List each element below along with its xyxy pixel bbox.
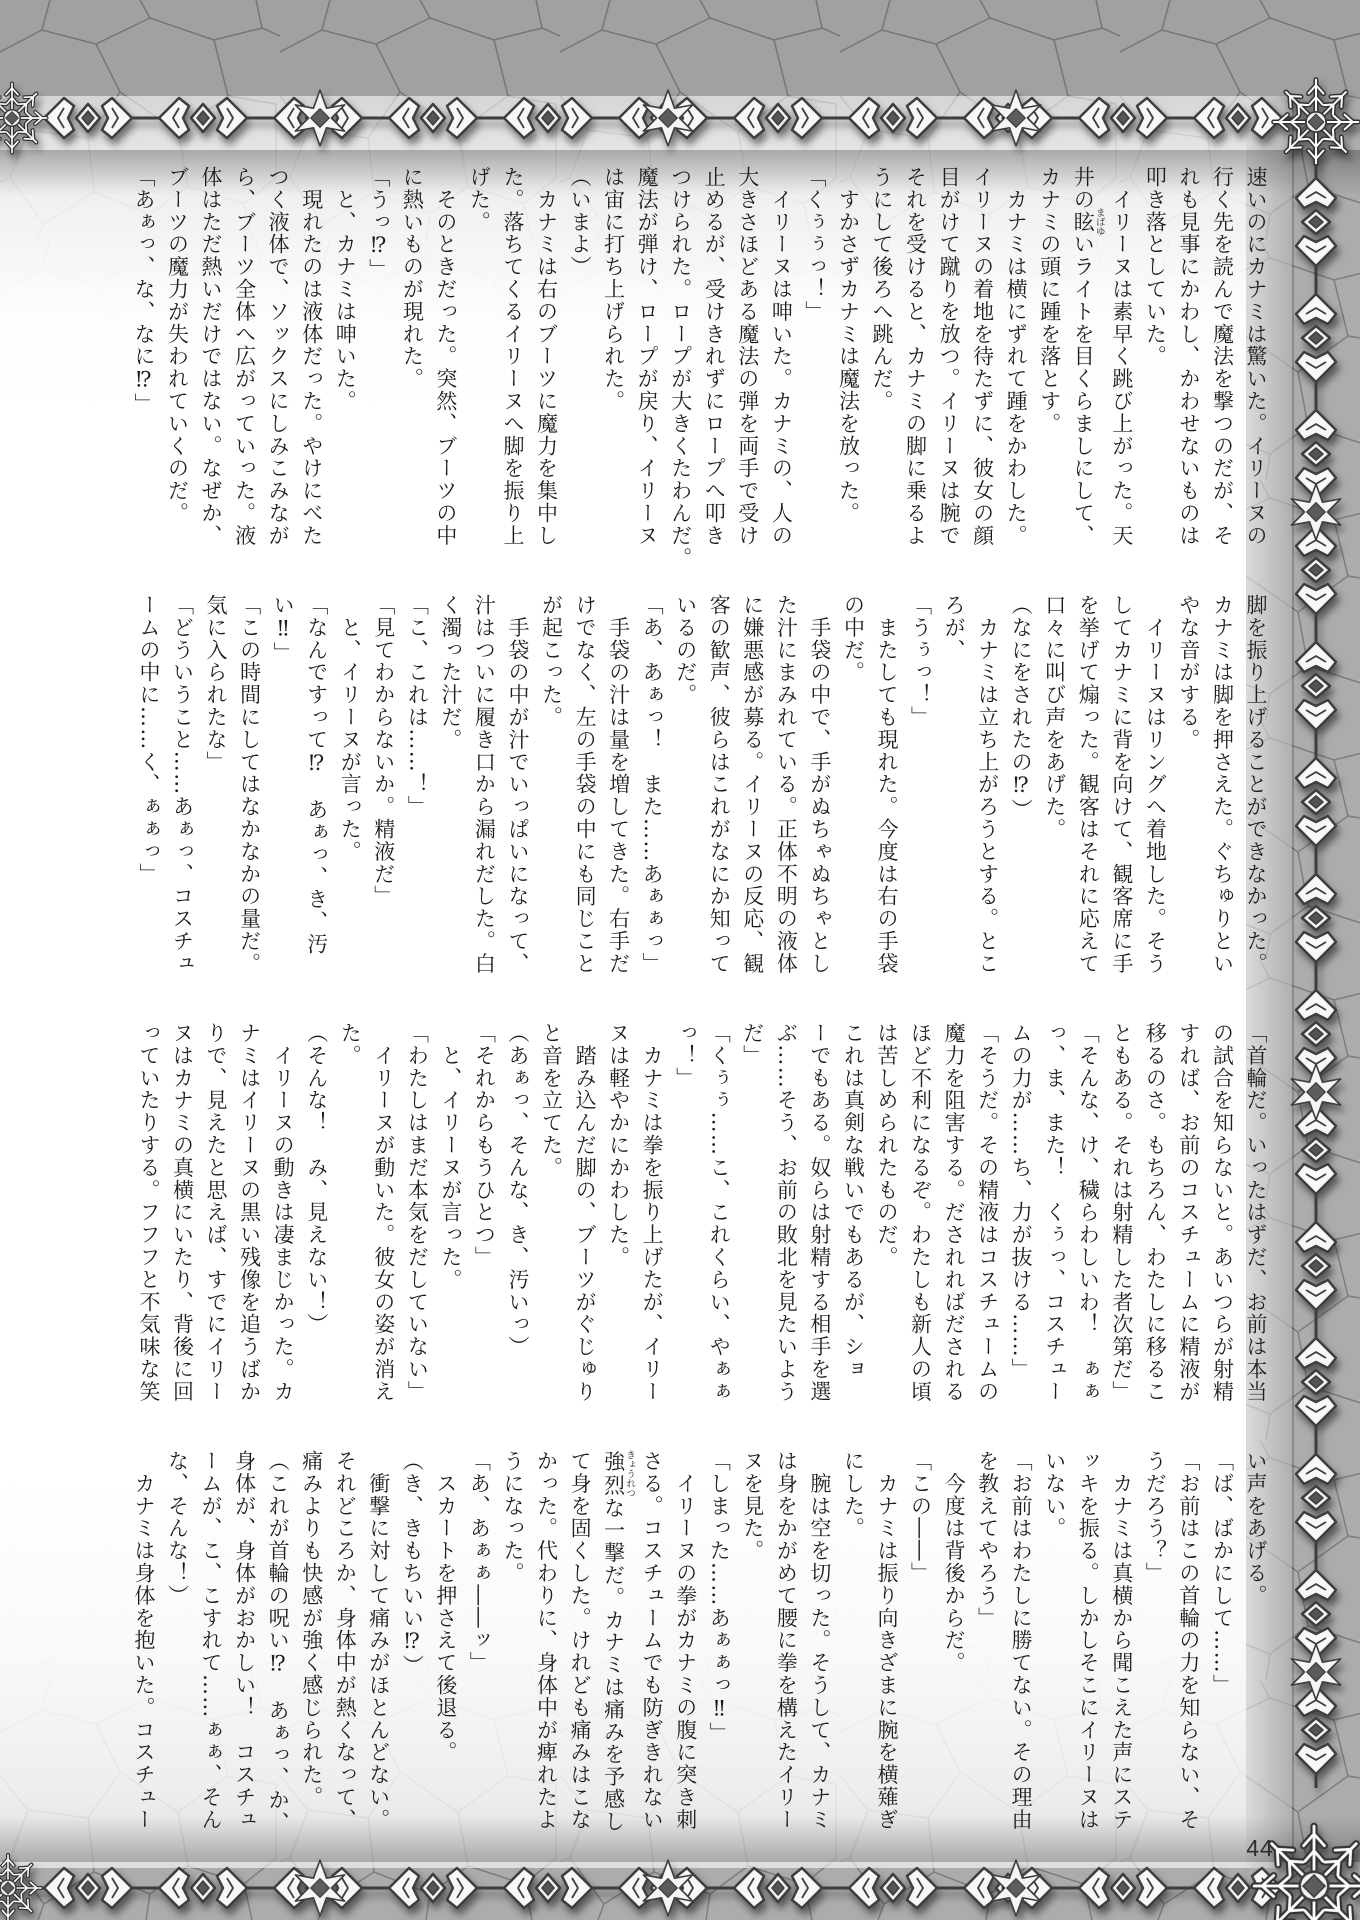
text-column: カナミは右のブーツに魔力を集中し	[534, 166, 559, 547]
text-column: 「見てわからないか。精液だ」	[371, 594, 396, 908]
text-column: 「なんですって⁉ あぁっ、き、汚	[304, 594, 329, 956]
text-column: してカナミに背を向けて、観客席に手	[1109, 594, 1134, 975]
text-column: またしても現れた。今度は右の手袋	[874, 594, 899, 975]
text-column: 止めるが、受けきれずにロープへ叩き	[702, 166, 727, 547]
text-column: 「それからもうひとつ」	[472, 1022, 497, 1269]
text-column: イリーヌは呻いた。カナミの、人の	[769, 166, 794, 547]
text-column: 叩き落としていた。	[1143, 166, 1168, 368]
text-band-1	[130, 166, 1272, 570]
text-column: 「この時間にしてはなかなかの量だ。	[237, 594, 262, 975]
text-column: りで、見えたと思えば、すでにイリー	[204, 1022, 229, 1403]
text-column: イリーヌが動いた。彼女の姿が消え	[371, 1022, 396, 1403]
text-column: やな音がする。	[1176, 594, 1201, 751]
text-column: 「あ、あぁっ！ また……あぁぁっ」	[640, 594, 665, 975]
text-column: ーでもある。奴らは射精する相手を選	[807, 1022, 832, 1403]
text-column: スカートを押さえて後退る。	[433, 1450, 458, 1764]
text-column: た汁にまみれている。正体不明の液体	[774, 594, 799, 975]
text-column: っていたりする。フフフと不気味な笑	[136, 1022, 161, 1403]
text-column: 口々に叫び声をあげた。	[1042, 594, 1067, 841]
text-column: 「こ、これは……！」	[405, 594, 430, 818]
text-column: な、そんな！）	[165, 1450, 190, 1607]
text-column: にした。	[841, 1450, 866, 1540]
text-column: 「うぅっ！」	[908, 594, 933, 729]
text-column: それどころか、身体中が熱くなって、	[333, 1450, 358, 1831]
text-column: 「この――」	[908, 1450, 933, 1585]
text-column: た。落ちてくるイリーヌへ脚を振り上	[500, 166, 525, 547]
text-column: は宙に打ち上げられた。	[601, 166, 626, 413]
text-column: を挙げて煽った。観客はそれに応えて	[1076, 594, 1101, 975]
text-column: 手袋の汁は量を増してきた。右手だ	[606, 594, 631, 975]
text-band-4	[130, 1450, 1272, 1838]
text-column: ほど不利になるぞ。わたしも新人の頃	[908, 1022, 933, 1403]
text-column: （いまよ）	[568, 166, 593, 278]
text-column: 脚を振り上げることができなかった。	[1244, 594, 1268, 975]
text-column: 手袋の中で、手がぬちゃぬちゃとし	[807, 594, 832, 975]
text-column: い声をあげる。	[1244, 1450, 1268, 1607]
text-column: 「そうだ。その精液はコスチュームの	[975, 1022, 1000, 1403]
text-column: 汁はついに履き口から漏れだした。白	[472, 594, 497, 975]
text-column: イリーヌはリングへ着地した。そう	[1143, 594, 1168, 975]
text-column: の試合を知らないと。あいつらが射精	[1210, 1022, 1235, 1403]
text-column: イリーヌの動きは凄まじかった。カ	[271, 1022, 296, 1403]
text-column: く濁った汁だ。	[438, 594, 463, 751]
text-column: と、イリーヌが言った。	[338, 594, 363, 863]
text-column: 「あ、あぁぁ――ッ」	[467, 1450, 492, 1674]
text-column: 痛みよりも快感が強く感じられた。	[299, 1450, 324, 1809]
text-column: けでなく、左の手袋の中にも同じこと	[573, 594, 598, 975]
text-column: の中だ。	[841, 594, 866, 684]
text-column: 強烈きょうれつな一撃だ。カナミは痛みを予感し	[601, 1450, 636, 1833]
text-column: っ、ま、また！ くぅっ、コスチュー	[1042, 1022, 1067, 1403]
text-column: ヌはカナミの真横にいたり、背後に回	[170, 1022, 195, 1403]
text-column: 客の歓声、彼らはこれがなにか知って	[707, 594, 732, 975]
text-column: カナミは身体を抱いた。コスチュー	[131, 1450, 156, 1831]
text-column: カナミは拳を振り上げたが、イリー	[640, 1022, 665, 1403]
text-column: さる。コスチュームでも防ぎきれない	[640, 1450, 665, 1831]
text-column: 今度は背後からだ。	[942, 1450, 967, 1674]
text-column: うになった。	[500, 1450, 525, 1585]
text-column: カナミは真横から聞こえた声にステ	[1109, 1450, 1134, 1831]
text-column: 衝撃に対して痛みがほとんどない。	[366, 1450, 391, 1831]
text-column: 「わたしはまだ本気をだしていない」	[405, 1022, 430, 1403]
text-column: 手袋の中が汁でいっぱいになって、	[505, 594, 530, 975]
text-column: ッキを振る。しかしそこにイリーヌは	[1076, 1450, 1101, 1831]
text-column: ぶ……そう、お前の敗北を見たいよう	[774, 1022, 799, 1403]
text-column: かった。代わりに、身体中が痺れたよ	[534, 1450, 559, 1831]
text-column: ろが、	[942, 594, 967, 662]
text-column: （あぁっ、そんな、き、汚いっ）	[505, 1022, 530, 1358]
text-column: カナミは横にずれて踵をかわした。	[1004, 166, 1029, 547]
text-column: （そんな！ み、見えない！）	[304, 1022, 329, 1336]
text-column: 移るのさ。もちろん、わたしに移るこ	[1143, 1022, 1168, 1403]
text-column: ヌは軽やかにかわした。	[606, 1022, 631, 1269]
page-number: 44	[1246, 1835, 1274, 1861]
text-column: ナミはイリーヌの黒い残像を追うばか	[237, 1022, 262, 1403]
text-column: と、イリーヌが言った。	[438, 1022, 463, 1291]
text-column: が起こった。	[539, 594, 564, 729]
text-column: 「どういうこと……あぁっ、コスチュ	[170, 594, 195, 975]
text-column: 井の眩まばゆいライトを目くらましにして、	[1071, 166, 1105, 547]
text-column: 身体が、身体がおかしい！ コスチュ	[232, 1450, 257, 1831]
text-column: 魔力を阻害する。だされればだされる	[942, 1022, 967, 1403]
text-column: カナミは振り向きざまに腕を横薙ぎ	[874, 1450, 899, 1831]
text-column: カナミは脚を押さえた。ぐちゅりとい	[1210, 594, 1235, 975]
text-column: て身を固くした。けれども痛みはこな	[568, 1450, 593, 1831]
text-column: 魔法が弾け、ロープが戻り、イリーヌ	[635, 166, 660, 547]
text-column: 「首輪だ。いったはずだ、お前は本当	[1244, 1022, 1268, 1403]
text-column: 大きさほどある魔法の弾を両手で受け	[735, 166, 760, 547]
text-column: イリーヌは素早く跳び上がった。天	[1109, 166, 1134, 547]
text-column: ら、ブーツ全体へ広がっていった。液	[232, 166, 257, 547]
text-band-2	[130, 594, 1272, 982]
text-band-3	[130, 1022, 1272, 1410]
text-column: を教えてやろう」	[975, 1450, 1000, 1630]
text-column: ームの中に……く、ぁぁっ」	[136, 594, 161, 886]
text-column: 「ば、ばかにして……」	[1210, 1450, 1235, 1697]
text-column: ムの力が……ち、力が抜ける……」	[1009, 1022, 1034, 1381]
text-column: つけられた。ロープが大きくたわんだ。	[668, 166, 693, 570]
text-column: っ！」	[673, 1022, 698, 1090]
text-column: それを受けると、カナミの脚に乗るよ	[903, 166, 928, 547]
text-column: と音を立てた。	[539, 1022, 564, 1179]
text-column: （これが首輪の呪い⁉ あぁっ、か、	[266, 1450, 291, 1834]
text-column: うだろう？」	[1143, 1450, 1168, 1585]
text-column: 目がけて蹴りを放つ。イリーヌは腕で	[937, 166, 962, 547]
text-column: に熱いものが現れた。	[400, 166, 425, 390]
text-column: 体はただ熱いだけではない。なぜか、	[199, 166, 224, 547]
text-column: （き、きもちいい⁉）	[400, 1450, 425, 1677]
text-column: に嫌悪感が募る。イリーヌの反応、観	[740, 594, 765, 975]
text-column: 踏み込んだ脚の、ブーツがぐじゅり	[573, 1022, 598, 1403]
text-column: いない。	[1042, 1450, 1067, 1540]
text-column: と、カナミは呻いた。	[333, 166, 358, 413]
text-column: 「そんな、け、穢らわしいわ！ ぁぁ	[1076, 1022, 1101, 1403]
text-column: 腕は空を切った。そうして、カナミ	[807, 1450, 832, 1831]
text-column: つく液体で、ソックスにしみこみなが	[266, 166, 291, 547]
text-column: げた。	[467, 166, 492, 234]
text-column: 行く先を読んで魔法を撃つのだが、そ	[1210, 166, 1235, 547]
text-column: いるのだ。	[673, 594, 698, 706]
text-column: カナミは立ち上がろうとする。とこ	[975, 594, 1000, 975]
text-column: ームが、こ、こすれて……ぁぁ、そん	[199, 1450, 224, 1831]
text-column: （なにをされたの⁉）	[1009, 594, 1034, 821]
text-column: た。	[338, 1022, 363, 1067]
text-column: ブーツの魔力が失われていくのだ。	[165, 166, 190, 525]
text-column: すかさずカナミは魔法を放った。	[836, 166, 861, 525]
text-column: 気に入られたな」	[204, 594, 229, 774]
text-column: 「くぅぅ……こ、これくらい、やぁぁ	[707, 1022, 732, 1403]
text-column: だ」	[740, 1022, 765, 1067]
text-column: 「お前はわたしに勝てない。その理由	[1009, 1450, 1034, 1831]
text-column: イリーヌの着地を待たずに、彼女の顔	[970, 166, 995, 547]
text-column: そのときだった。突然、ブーツの中	[433, 166, 458, 547]
text-column: 「うっ⁉」	[366, 166, 391, 281]
text-column: ヌを見た。	[740, 1450, 765, 1562]
text-column: これは真剣な戦いでもあるが、ショ	[841, 1022, 866, 1381]
text-column: カナミの頭に踵を落とす。	[1037, 166, 1062, 435]
text-column: うにして後ろへ跳んだ。	[869, 166, 894, 413]
text-column: は身をかがめて腰に拳を構えたイリー	[774, 1450, 799, 1831]
text-column: 「くぅぅっ！」	[802, 166, 827, 323]
text-column: 「お前はこの首輪の力を知らない、そ	[1176, 1450, 1201, 1831]
text-column: イリーヌの拳がカナミの腹に突き刺	[673, 1450, 698, 1831]
text-column: は苦しめられたものだ。	[874, 1022, 899, 1269]
text-column: すれば、お前のコスチュームに精液が	[1176, 1022, 1201, 1403]
text-column: 速いのにカナミは驚いた。イリーヌの	[1244, 166, 1268, 547]
text-column: 「しまった……あぁぁっ‼」	[707, 1450, 732, 1745]
text-column: い‼」	[271, 594, 296, 665]
text-column: れも見事にかわし、かわせないものは	[1176, 166, 1201, 547]
text-column: ともある。それは射精した者次第だ」	[1109, 1022, 1134, 1403]
text-column: 現れたのは液体だった。やけにべた	[299, 166, 324, 547]
text-column: 「あぁっ、な、なに⁉」	[131, 166, 156, 416]
